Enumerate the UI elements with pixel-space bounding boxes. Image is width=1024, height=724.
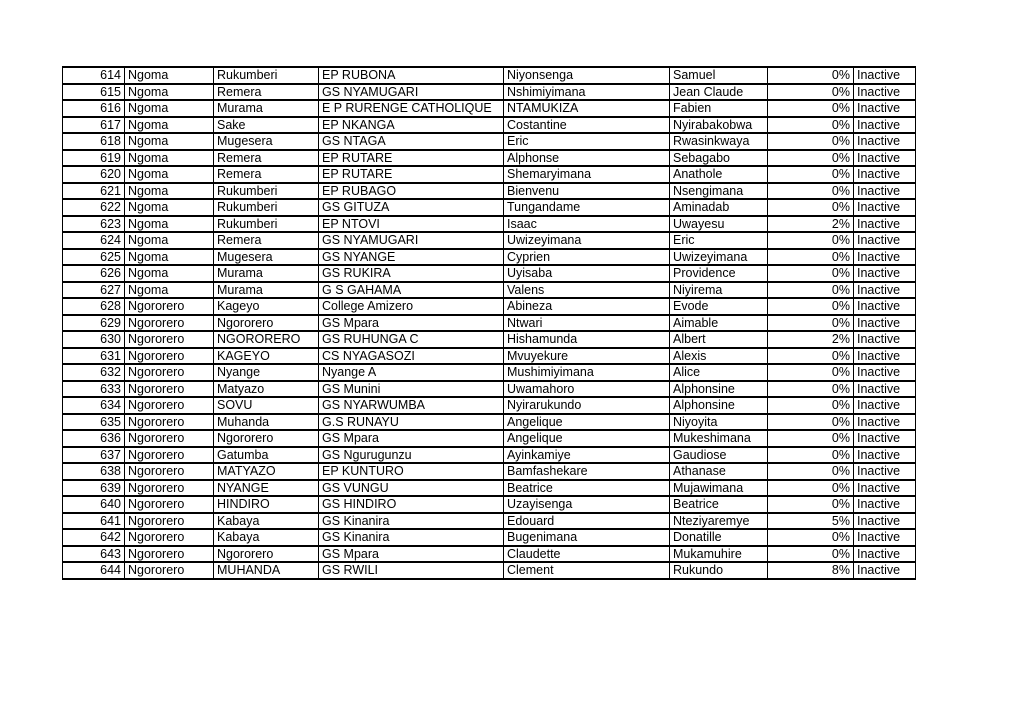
cell-school: GS Kinanira: [319, 529, 504, 546]
cell-district: Ngoma: [125, 282, 214, 299]
cell-percentage: 0%: [768, 348, 854, 365]
cell-status: Inactive: [854, 513, 916, 530]
cell-district: Ngororero: [125, 364, 214, 381]
cell-name-2: Gaudiose: [670, 447, 768, 464]
cell-percentage: 0%: [768, 199, 854, 216]
table-row: [63, 298, 916, 315]
cell-school: CS NYAGASOZI: [319, 348, 504, 365]
cell-district: Ngororero: [125, 414, 214, 431]
cell-name-2: Niyoyita: [670, 414, 768, 431]
cell-sector: NYANGE: [214, 480, 319, 497]
cell-percentage: 0%: [768, 447, 854, 464]
cell-name-1: Claudette: [504, 546, 670, 563]
cell-name-2: Providence: [670, 265, 768, 282]
cell-status: Inactive: [854, 183, 916, 200]
table-row: [63, 562, 916, 579]
cell-row-number: 629: [63, 315, 125, 332]
cell-percentage: 0%: [768, 529, 854, 546]
cell-percentage: 0%: [768, 496, 854, 513]
cell-name-1: Mushimiyimana: [504, 364, 670, 381]
cell-status: Inactive: [854, 67, 916, 84]
cell-row-number: 632: [63, 364, 125, 381]
cell-row-number: 618: [63, 133, 125, 150]
cell-district: Ngororero: [125, 546, 214, 563]
cell-sector: Nyange: [214, 364, 319, 381]
cell-sector: Muhanda: [214, 414, 319, 431]
cell-school: GS NYANGE: [319, 249, 504, 266]
cell-status: Inactive: [854, 298, 916, 315]
cell-name-2: Athanase: [670, 463, 768, 480]
table-row: [63, 183, 916, 200]
cell-sector: Mugesera: [214, 133, 319, 150]
cell-name-1: Hishamunda: [504, 331, 670, 348]
cell-name-1: Shemaryimana: [504, 166, 670, 183]
cell-percentage: 0%: [768, 249, 854, 266]
cell-sector: Murama: [214, 100, 319, 117]
cell-name-1: Nyirarukundo: [504, 397, 670, 414]
table-row: [63, 397, 916, 414]
table-row: [63, 133, 916, 150]
cell-sector: NGORORERO: [214, 331, 319, 348]
cell-school: GS Mpara: [319, 430, 504, 447]
cell-school: EP RUTARE: [319, 150, 504, 167]
cell-status: Inactive: [854, 381, 916, 398]
cell-name-1: Abineza: [504, 298, 670, 315]
table-row: [63, 430, 916, 447]
cell-school: EP RUTARE: [319, 166, 504, 183]
table-row: [63, 282, 916, 299]
cell-school: EP RUBAGO: [319, 183, 504, 200]
cell-district: Ngoma: [125, 133, 214, 150]
cell-name-2: Nyirabakobwa: [670, 117, 768, 134]
cell-school: GS Kinanira: [319, 513, 504, 530]
cell-name-2: Uwayesu: [670, 216, 768, 233]
cell-sector: Remera: [214, 166, 319, 183]
cell-status: Inactive: [854, 117, 916, 134]
cell-percentage: 0%: [768, 480, 854, 497]
table-row: [63, 496, 916, 513]
cell-status: Inactive: [854, 331, 916, 348]
cell-name-2: Jean Claude: [670, 84, 768, 101]
cell-percentage: 0%: [768, 315, 854, 332]
cell-row-number: 634: [63, 397, 125, 414]
cell-name-1: Valens: [504, 282, 670, 299]
cell-district: Ngoma: [125, 117, 214, 134]
cell-status: Inactive: [854, 282, 916, 299]
cell-district: Ngororero: [125, 381, 214, 398]
cell-school: GS NTAGA: [319, 133, 504, 150]
cell-district: Ngororero: [125, 496, 214, 513]
cell-row-number: 619: [63, 150, 125, 167]
cell-sector: Ngororero: [214, 315, 319, 332]
cell-name-1: Tungandame: [504, 199, 670, 216]
cell-school: EP RUBONA: [319, 67, 504, 84]
cell-name-2: Beatrice: [670, 496, 768, 513]
cell-sector: Kageyo: [214, 298, 319, 315]
cell-row-number: 633: [63, 381, 125, 398]
cell-percentage: 0%: [768, 298, 854, 315]
table-row: [63, 166, 916, 183]
cell-status: Inactive: [854, 315, 916, 332]
cell-school: Nyange A: [319, 364, 504, 381]
cell-row-number: 621: [63, 183, 125, 200]
cell-sector: Mugesera: [214, 249, 319, 266]
cell-percentage: 0%: [768, 150, 854, 167]
cell-status: Inactive: [854, 496, 916, 513]
cell-percentage: 0%: [768, 265, 854, 282]
cell-sector: Rukumberi: [214, 199, 319, 216]
table-row: [63, 348, 916, 365]
cell-row-number: 625: [63, 249, 125, 266]
cell-sector: Kabaya: [214, 529, 319, 546]
cell-name-1: Angelique: [504, 414, 670, 431]
cell-name-2: Alphonsine: [670, 397, 768, 414]
cell-status: Inactive: [854, 348, 916, 365]
cell-name-2: Samuel: [670, 67, 768, 84]
cell-name-1: Bienvenu: [504, 183, 670, 200]
cell-district: Ngoma: [125, 249, 214, 266]
cell-school: EP KUNTURO: [319, 463, 504, 480]
cell-status: Inactive: [854, 529, 916, 546]
cell-row-number: 644: [63, 562, 125, 579]
cell-school: G S GAHAMA: [319, 282, 504, 299]
cell-district: Ngororero: [125, 463, 214, 480]
cell-name-1: Uwizeyimana: [504, 232, 670, 249]
cell-sector: MATYAZO: [214, 463, 319, 480]
cell-sector: SOVU: [214, 397, 319, 414]
cell-name-2: Nteziyaremye: [670, 513, 768, 530]
cell-name-1: Eric: [504, 133, 670, 150]
cell-name-2: Alice: [670, 364, 768, 381]
cell-row-number: 626: [63, 265, 125, 282]
cell-district: Ngororero: [125, 331, 214, 348]
cell-percentage: 0%: [768, 463, 854, 480]
cell-name-2: Mukeshimana: [670, 430, 768, 447]
table-row: [63, 381, 916, 398]
cell-name-2: Nsengimana: [670, 183, 768, 200]
cell-district: Ngororero: [125, 298, 214, 315]
records-table: [62, 66, 916, 580]
cell-row-number: 630: [63, 331, 125, 348]
cell-school: GS NYAMUGARI: [319, 232, 504, 249]
cell-status: Inactive: [854, 249, 916, 266]
cell-row-number: 624: [63, 232, 125, 249]
cell-sector: Remera: [214, 232, 319, 249]
cell-percentage: 0%: [768, 84, 854, 101]
cell-name-1: Niyonsenga: [504, 67, 670, 84]
cell-school: GS RUHUNGA C: [319, 331, 504, 348]
cell-district: Ngoma: [125, 150, 214, 167]
cell-status: Inactive: [854, 216, 916, 233]
cell-district: Ngororero: [125, 348, 214, 365]
cell-name-2: Aminadab: [670, 199, 768, 216]
cell-district: Ngoma: [125, 183, 214, 200]
cell-name-2: Sebagabo: [670, 150, 768, 167]
cell-percentage: 5%: [768, 513, 854, 530]
table-row: [63, 331, 916, 348]
cell-row-number: 627: [63, 282, 125, 299]
cell-school: GS GITUZA: [319, 199, 504, 216]
cell-percentage: 0%: [768, 397, 854, 414]
cell-district: Ngoma: [125, 265, 214, 282]
table-row: [63, 265, 916, 282]
cell-name-1: Alphonse: [504, 150, 670, 167]
cell-school: EP NTOVI: [319, 216, 504, 233]
cell-sector: Sake: [214, 117, 319, 134]
table-row: [63, 529, 916, 546]
cell-name-1: Bamfashekare: [504, 463, 670, 480]
cell-name-1: Angelique: [504, 430, 670, 447]
table-row: [63, 100, 916, 117]
cell-row-number: 643: [63, 546, 125, 563]
cell-sector: Rukumberi: [214, 67, 319, 84]
cell-name-2: Alphonsine: [670, 381, 768, 398]
cell-percentage: 0%: [768, 183, 854, 200]
cell-percentage: 2%: [768, 331, 854, 348]
cell-name-2: Donatille: [670, 529, 768, 546]
cell-district: Ngororero: [125, 315, 214, 332]
cell-percentage: 0%: [768, 100, 854, 117]
cell-name-1: Clement: [504, 562, 670, 579]
cell-name-2: Mukamuhire: [670, 546, 768, 563]
cell-percentage: 0%: [768, 166, 854, 183]
cell-district: Ngoma: [125, 166, 214, 183]
cell-district: Ngoma: [125, 199, 214, 216]
cell-name-1: Uyisaba: [504, 265, 670, 282]
cell-status: Inactive: [854, 166, 916, 183]
cell-sector: HINDIRO: [214, 496, 319, 513]
cell-status: Inactive: [854, 199, 916, 216]
cell-status: Inactive: [854, 265, 916, 282]
cell-sector: Remera: [214, 150, 319, 167]
cell-name-2: Uwizeyimana: [670, 249, 768, 266]
cell-percentage: 0%: [768, 133, 854, 150]
cell-status: Inactive: [854, 397, 916, 414]
cell-name-1: Edouard: [504, 513, 670, 530]
cell-name-1: Nshimiyimana: [504, 84, 670, 101]
cell-name-1: Bugenimana: [504, 529, 670, 546]
cell-school: EP NKANGA: [319, 117, 504, 134]
cell-row-number: 636: [63, 430, 125, 447]
cell-status: Inactive: [854, 463, 916, 480]
cell-sector: MUHANDA: [214, 562, 319, 579]
cell-sector: Rukumberi: [214, 216, 319, 233]
table-row: [63, 216, 916, 233]
cell-percentage: 0%: [768, 414, 854, 431]
cell-school: GS NYARWUMBA: [319, 397, 504, 414]
cell-status: Inactive: [854, 150, 916, 167]
cell-row-number: 640: [63, 496, 125, 513]
cell-sector: Remera: [214, 84, 319, 101]
cell-row-number: 642: [63, 529, 125, 546]
table-row: [63, 364, 916, 381]
cell-percentage: 0%: [768, 364, 854, 381]
cell-row-number: 617: [63, 117, 125, 134]
cell-name-2: Mujawimana: [670, 480, 768, 497]
cell-status: Inactive: [854, 133, 916, 150]
cell-school: GS RUKIRA: [319, 265, 504, 282]
cell-name-1: Uwamahoro: [504, 381, 670, 398]
table-row: [63, 232, 916, 249]
cell-row-number: 638: [63, 463, 125, 480]
cell-name-1: Ntwari: [504, 315, 670, 332]
cell-school: GS Munini: [319, 381, 504, 398]
table-body: [63, 67, 916, 579]
cell-name-1: Mvuyekure: [504, 348, 670, 365]
cell-percentage: 0%: [768, 282, 854, 299]
cell-sector: Gatumba: [214, 447, 319, 464]
cell-name-1: Costantine: [504, 117, 670, 134]
cell-district: Ngororero: [125, 529, 214, 546]
cell-school: GS VUNGU: [319, 480, 504, 497]
cell-district: Ngororero: [125, 397, 214, 414]
cell-district: Ngoma: [125, 232, 214, 249]
cell-district: Ngoma: [125, 84, 214, 101]
table-row: [63, 117, 916, 134]
cell-percentage: 2%: [768, 216, 854, 233]
cell-row-number: 628: [63, 298, 125, 315]
cell-district: Ngoma: [125, 67, 214, 84]
cell-school: GS Ngurugunzu: [319, 447, 504, 464]
cell-district: Ngoma: [125, 100, 214, 117]
cell-row-number: 623: [63, 216, 125, 233]
cell-name-2: Aimable: [670, 315, 768, 332]
table-row: [63, 463, 916, 480]
cell-status: Inactive: [854, 100, 916, 117]
table-row: [63, 84, 916, 101]
table-row: [63, 199, 916, 216]
cell-status: Inactive: [854, 414, 916, 431]
cell-sector: Ngororero: [214, 546, 319, 563]
cell-row-number: 631: [63, 348, 125, 365]
cell-row-number: 639: [63, 480, 125, 497]
cell-percentage: 0%: [768, 546, 854, 563]
table-row: [63, 315, 916, 332]
cell-percentage: 0%: [768, 430, 854, 447]
cell-district: Ngororero: [125, 513, 214, 530]
cell-name-2: Evode: [670, 298, 768, 315]
cell-row-number: 622: [63, 199, 125, 216]
cell-school: G.S RUNAYU: [319, 414, 504, 431]
cell-sector: Kabaya: [214, 513, 319, 530]
table-row: [63, 447, 916, 464]
cell-percentage: 0%: [768, 232, 854, 249]
cell-name-2: Rukundo: [670, 562, 768, 579]
cell-status: Inactive: [854, 562, 916, 579]
cell-name-2: Albert: [670, 331, 768, 348]
cell-sector: Matyazo: [214, 381, 319, 398]
cell-district: Ngororero: [125, 447, 214, 464]
cell-name-2: Eric: [670, 232, 768, 249]
cell-row-number: 620: [63, 166, 125, 183]
cell-status: Inactive: [854, 447, 916, 464]
table-row: [63, 546, 916, 563]
cell-name-1: Isaac: [504, 216, 670, 233]
cell-district: Ngororero: [125, 480, 214, 497]
table-row: [63, 67, 916, 84]
cell-sector: Murama: [214, 282, 319, 299]
cell-name-2: Fabien: [670, 100, 768, 117]
cell-sector: KAGEYO: [214, 348, 319, 365]
cell-sector: Murama: [214, 265, 319, 282]
cell-row-number: 635: [63, 414, 125, 431]
cell-row-number: 616: [63, 100, 125, 117]
table-row: [63, 513, 916, 530]
cell-district: Ngoma: [125, 216, 214, 233]
cell-row-number: 637: [63, 447, 125, 464]
cell-percentage: 0%: [768, 67, 854, 84]
cell-sector: Rukumberi: [214, 183, 319, 200]
table-row: [63, 480, 916, 497]
cell-row-number: 615: [63, 84, 125, 101]
table-row: [63, 414, 916, 431]
cell-school: GS NYAMUGARI: [319, 84, 504, 101]
cell-school: GS Mpara: [319, 546, 504, 563]
table-row: [63, 150, 916, 167]
cell-row-number: 614: [63, 67, 125, 84]
cell-name-2: Alexis: [670, 348, 768, 365]
cell-name-1: Cyprien: [504, 249, 670, 266]
cell-status: Inactive: [854, 546, 916, 563]
cell-status: Inactive: [854, 480, 916, 497]
cell-district: Ngororero: [125, 562, 214, 579]
cell-status: Inactive: [854, 232, 916, 249]
cell-name-2: Anathole: [670, 166, 768, 183]
cell-sector: Ngororero: [214, 430, 319, 447]
cell-name-1: NTAMUKIZA: [504, 100, 670, 117]
cell-district: Ngororero: [125, 430, 214, 447]
cell-percentage: 0%: [768, 117, 854, 134]
cell-name-1: Uzayisenga: [504, 496, 670, 513]
cell-name-2: Rwasinkwaya: [670, 133, 768, 150]
cell-school: GS Mpara: [319, 315, 504, 332]
cell-status: Inactive: [854, 84, 916, 101]
table-row: [63, 249, 916, 266]
cell-name-1: Beatrice: [504, 480, 670, 497]
cell-name-2: Niyirema: [670, 282, 768, 299]
cell-school: College Amizero: [319, 298, 504, 315]
cell-name-1: Ayinkamiye: [504, 447, 670, 464]
cell-school: GS RWILI: [319, 562, 504, 579]
cell-school: E P RURENGE CATHOLIQUE: [319, 100, 504, 117]
cell-row-number: 641: [63, 513, 125, 530]
cell-status: Inactive: [854, 364, 916, 381]
cell-status: Inactive: [854, 430, 916, 447]
cell-percentage: 8%: [768, 562, 854, 579]
cell-percentage: 0%: [768, 381, 854, 398]
cell-school: GS HINDIRO: [319, 496, 504, 513]
